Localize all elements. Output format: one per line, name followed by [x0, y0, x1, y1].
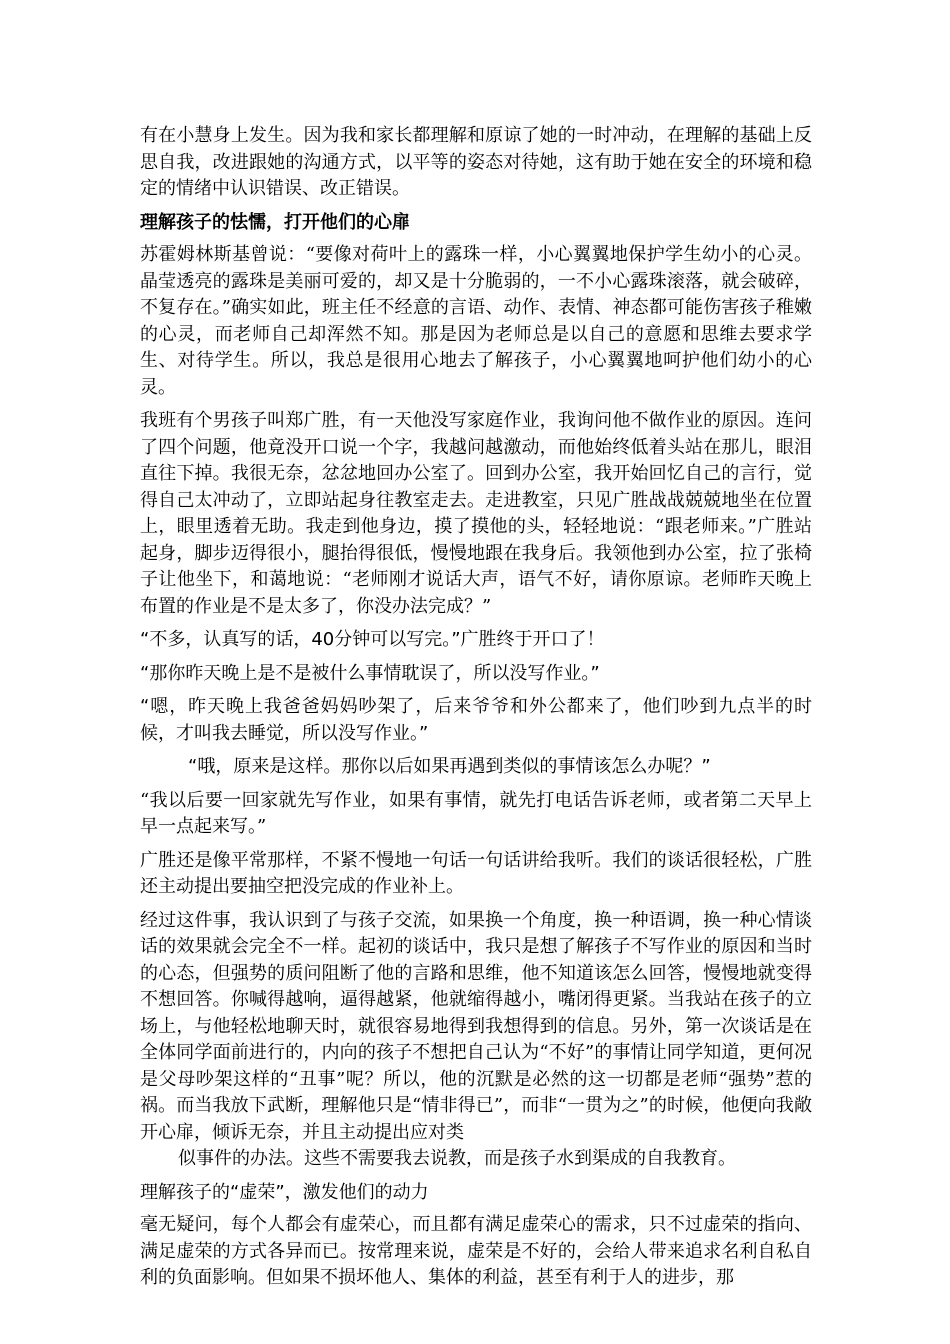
paragraph-vanity: 毫无疑问，每个人都会有虚荣心，而且都有满足虚荣心的需求，只不过虚荣的指向、满足虚荣的方式各异而已。按常理来说，虚荣是不好的，会给人带来追求名利自私自利的负面影响。但如果不损坏他人、集体的利益，甚至有利于人的进步，那	[140, 1214, 812, 1288]
section-heading-vanity: 理解孩子的“虚荣”，激发他们的动力	[140, 1181, 429, 1203]
paragraph-intro: 有在小慧身上发生。因为我和家长都理解和原谅了她的一时冲动，在理解的基础上反思自我，改进跟她的沟通方式，以平等的姿态对待她，这有助于她在安全的环境和稳定的情绪中认识错误、改正错误。	[140, 125, 812, 199]
paragraph-reflection-tail: 似事件的办法。这些不需要我去说教，而是孩子水到渠成的自我教育。	[178, 1148, 736, 1169]
document-body	[140, 123, 812, 1299]
paragraph-relaxed-talk: 广胜还是像平常那样，不紧不慢地一句话一句话讲给我听。我们的谈话很轻松，广胜还主动提出要抽空把没完成的作业补上。	[140, 849, 812, 897]
dialogue-line-what-to-do: “哦，原来是这样。那你以后如果再遇到类似的事情该怎么办呢？”	[188, 756, 711, 777]
dialogue-line-plan: “我以后要一回家就先写作业，如果有事情，就先打电话告诉老师，或者第二天早上早一点起来写。”	[140, 789, 812, 837]
paragraph-suhomlinsky-quote: 苏霍姆林斯基曾说：“要像对荷叶上的露珠一样，小心翼翼地保护学生幼小的心灵。晶莹透亮的露珠是美丽可爱的，却又是十分脆弱的，一不小心露珠滚落，就会破碎，不复存在。”确实如此，班主任不经意的言语、动作、表情、神态都可能伤害孩子稚嫩的心灵，而老师自己却浑然不知。那是因为老师总是以自己的意愿和思维去要求学生、对待学生。所以，我总是很用心地去了解孩子，小心翼翼地呵护他们幼小的心灵。	[140, 244, 812, 398]
paragraph-zheng-guangsheng-story: 我班有个男孩子叫郑广胜，有一天他没写家庭作业，我询问他不做作业的原因。连问了四个问题，他竟没开口说一个字，我越问越激动，而他始终低着头站在那儿，眼泪直往下掉。我很无奈，忿忿地回办公室了。回到办公室，我开始回忆自己的言行，觉得自己太冲动了，立即站起身往教室走去。走进教室，只见广胜战战兢兢地坐在位置上，眼里透着无助。我走到他身边，摸了摸他的头，轻轻地说：“跟老师来。”广胜站起身，脚步迈得很小，腿抬得很低，慢慢地跟在我身后。我领他到办公室，拉了张椅子让他坐下，和蔼地说：“老师刚才说话大声，语气不好，请你原谅。老师昨天晚上布置的作业是不是太多了，你没办法完成？”	[140, 410, 812, 617]
dialogue-line-not-much: “不多，认真写的话，40分钟可以写完。”广胜终于开口了！	[140, 629, 605, 650]
dialogue-line-delayed: “那你昨天晚上是不是被什么事情耽误了，所以没写作业。”	[140, 662, 600, 684]
paragraph-reflection: 经过这件事，我认识到了与孩子交流，如果换一个角度，换一种语调，换一种心情谈话的效果就会完全不一样。起初的谈话中，我只是想了解孩子不写作业的原因和当时的心态，但强势的质问阻断了他的言路和思维，他不知道该怎么回答，慢慢地就变得不想回答。你喊得越响，逼得越紧，他就缩得越小，嘴闭得更紧。当我站在孩子的立场上，与他轻松地聊天时，就很容易地得到我想得到的信息。另外，第一次谈话是在全体同学面前进行的，内向的孩子不想把自己认为“不好”的事情让同学知道，更何况是父母吵架这样的“丑事”呢？所以，他的沉默是必然的这一切都是老师“强势”惹的祸。而当我放下武断，理解他只是“情非得已”，而非“一贯为之”的时候，他便向我敞开心扉，倾诉无奈，并且主动提出应对类	[140, 909, 812, 1143]
section-heading-timidity: 理解孩子的怯懦，打开他们的心扉	[140, 211, 410, 233]
dialogue-line-parents-quarrel: “嗯，昨天晚上我爸爸妈妈吵架了，后来爷爷和外公都来了，他们吵到九点半的时候，才叫我去睡觉，所以没写作业。”	[140, 696, 812, 744]
